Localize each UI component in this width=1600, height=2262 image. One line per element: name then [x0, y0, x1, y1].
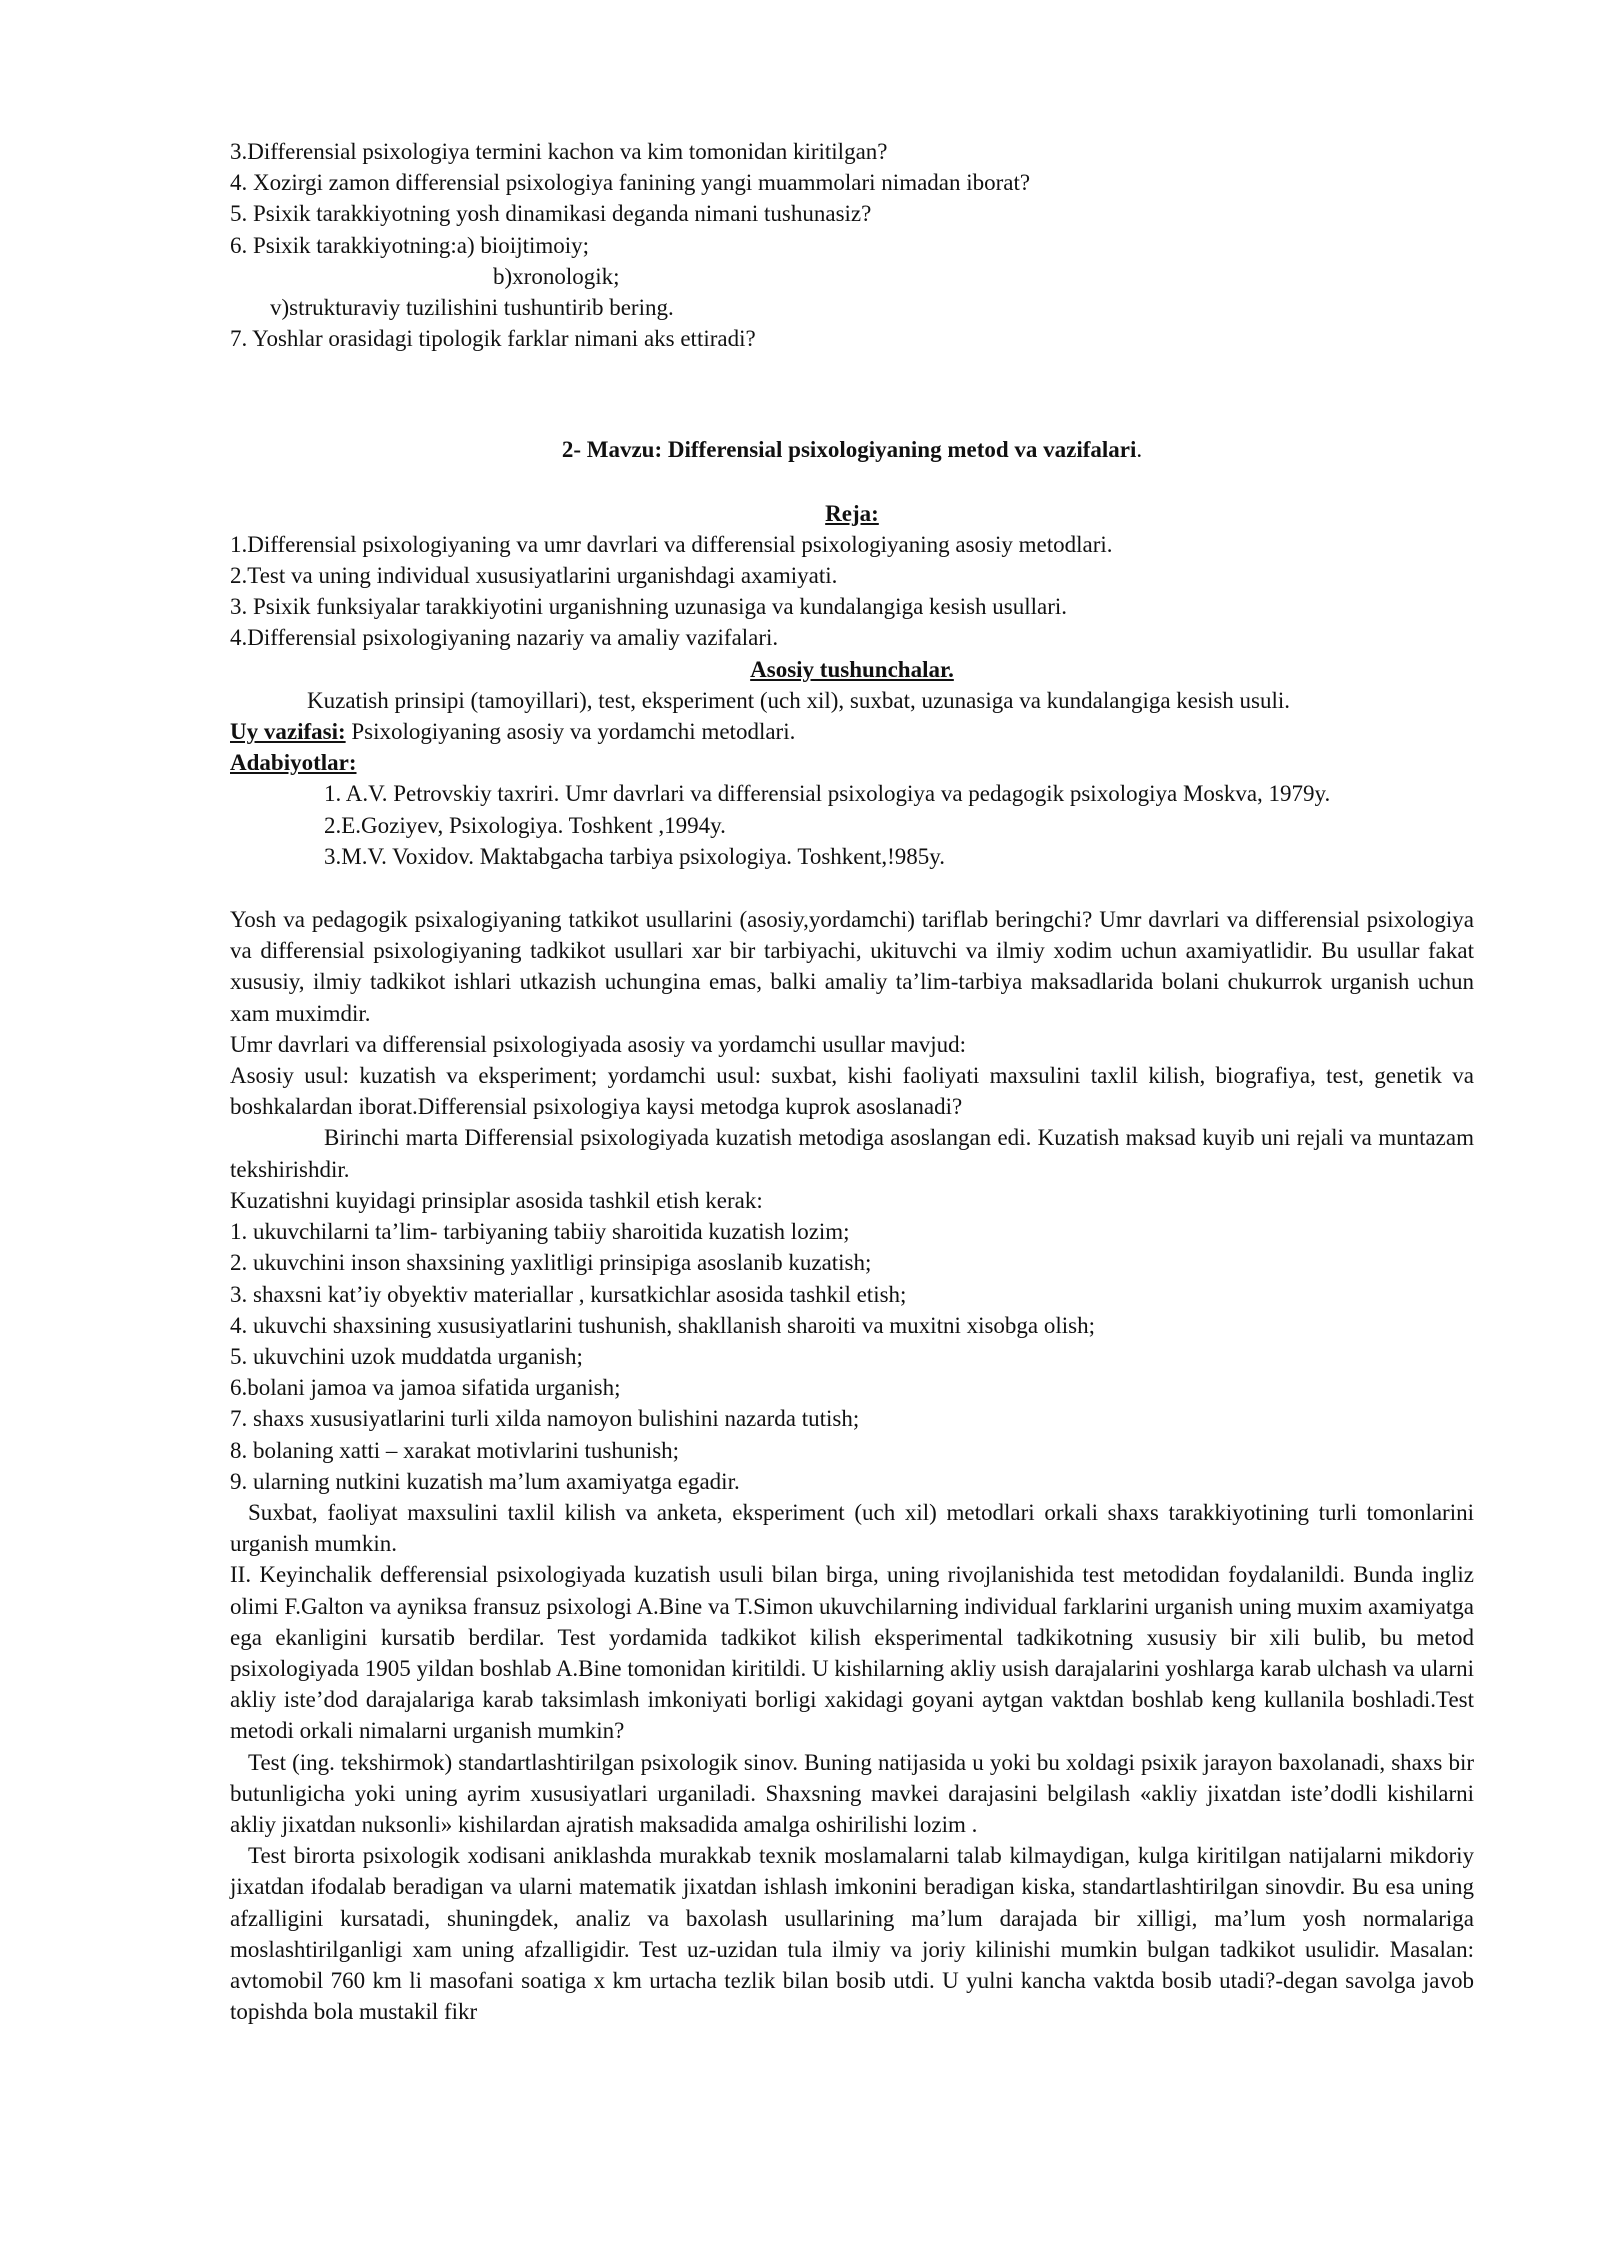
literature-item-2: 2.E.Goziyev, Psixologiya. Toshkent ,1994y.	[324, 812, 726, 838]
principle-9: 9. ularning nutkini kuzatish ma’lum axamiyatga egadir.	[230, 1468, 740, 1494]
principle-4: 4. ukuvchi shaxsining xususiyatlarini tushunish, shakllanish sharoiti va muxitni xisobga olish;	[230, 1312, 1096, 1338]
question-6: 6. Psixik tarakkiyotning:a) bioijtimoiy;	[230, 232, 590, 258]
literature-heading: Adabiyotlar:	[230, 750, 357, 776]
body-paragraph-5: Kuzatishni kuyidagi prinsiplar asosida tashkil etish kerak:	[230, 1187, 763, 1213]
homework-label: Uy vazifasi:	[230, 719, 346, 745]
plan-item-1: 1.Differensial psixologiyaning va umr davrlari va differensial psixologiyaning asosiy metodlari.	[230, 531, 1113, 557]
body-paragraph-4: Birinchi marta Differensial psixologiyada kuzatish metodiga asoslangan edi. Kuzatish maksad kuyib uni rejali va muntazam tekshirishdir.	[230, 1125, 1474, 1182]
plan-heading: Reja:	[825, 500, 879, 526]
homework	[230, 716, 1474, 747]
body-paragraph-8: Test (ing. tekshirmok) standartlashtirilgan psixologik sinov. Buning natijasida u yoki bu xoldagi psixik jarayon baxolanadi, shaxs bir butunligicha yoki uning ayrim xususiyatlari urganiladi. Shaxsning mavkei darajasini belgilash «akliy jixatdan iste’dodli kishilarni akliy jixatdan nuksonli» kishilardan ajratish maksadida amalga oshirilishi lozim .	[230, 1749, 1474, 1837]
principle-7: 7. shaxs xususiyatlarini turli xilda namoyon bulishini nazarda tutish;	[230, 1406, 860, 1432]
principle-2: 2. ukuvchini inson shaxsining yaxlitligi prinsipiga asoslanib kuzatish;	[230, 1250, 872, 1276]
concepts-heading: Asosiy tushunchalar.	[750, 656, 954, 682]
question-4: 4. Xozirgi zamon differensial psixologiya fanining yangi muammolari nimadan iborat?	[230, 170, 1031, 196]
question-5: 5. Psixik tarakkiyotning yosh dinamikasi deganda nimani tushunasiz?	[230, 201, 872, 227]
principle-1: 1. ukuvchilarni ta’lim- tarbiyaning tabiiy sharoitida kuzatish lozim;	[230, 1219, 850, 1245]
plan-item-3: 3. Psixik funksiyalar tarakkiyotini urganishning uzunasiga va kundalangiga kesish usullari.	[230, 594, 1068, 620]
plan-item-2: 2.Test va uning individual xususiyatlarini urganishdagi axamiyati.	[230, 563, 838, 589]
body-paragraph-7: II. Keyinchalik defferensial psixologiyada kuzatish usuli bilan birga, uning rivojlanishida test metodidan foydalanildi. Bunda ingliz olimi F.Galton va ayniksa fransuz psixologi A.Bine va T.Simon ukuvchilarning individual farklarini urganish uning muxim axamiyatga ega ekanligini kursatib berdilar. Test yordamida tadkikot kilish eksperimental tadkikotning xususiy bir xili bulib, bu metod psixologiyada 1905 yildan boshlab A.Bine tomonidan kiritildi. U kishilarning akliy usish darajalarini yoshlarga karab ulchash va ularni akliy iste’dod darajalariga karab taksimlash imkoniyati borligi xakidagi goyani aytgan vaktdan boshlab keng kullanila boshladi.Test metodi orkali nimalarni urganish mumkin?	[230, 1562, 1474, 1744]
question-6-b: b)xronologik;	[493, 263, 620, 289]
topic-title: 2- Mavzu: Differensial psixologiyaning metod va vazifalari	[561, 437, 1137, 463]
plan-item-4: 4.Differensial psixologiyaning nazariy va amaliy vazifalari.	[230, 625, 779, 651]
literature-item-3: 3.M.V. Voxidov. Maktabgacha tarbiya psixologiya. Toshkent,!985y.	[324, 843, 946, 869]
body-paragraph-6: Suxbat, faoliyat maxsulini taxlil kilish va anketa, eksperiment (uch xil) metodlari orkali shaxs tarakkiyotining turli tomonlarini urganish mumkin.	[230, 1499, 1474, 1557]
document-page	[230, 136, 1474, 2027]
body-paragraph-9: Test birorta psixologik xodisani aniklashda murakkab texnik moslamalarni talab kilmaydigan, kulga kiritilgan natijalarni mikdoriy jixatdan ifodalab beradigan va ularni matematik jixatdan ishlash imkonini beradigan kiska, standartlashtirilgan sinovdir. Bu esa uning afzalligini kursatadi, shuningdek, analiz va baxolash usullarining ma’lum darajada bir xilligi, ma’lum yosh normalariga moslashtirilganligi xam uning afzalligidir. Test uz-uzidan tula ilmiy va joriy kilinishi mumkin bulgan tadkikot usulidir. Masalan: avtomobil 760 km li masofani soatiga x km urtacha tezlik bilan bosib utdi. U yulni kancha vaktda bosib utadi?-degan savolga javob topishda bola mustakil fikr	[230, 1843, 1474, 2025]
question-6-v: v)strukturaviy tuzilishini tushuntirib bering.	[270, 295, 674, 321]
body-paragraph-2: Umr davrlari va differensial psixologiyada asosiy va yordamchi usullar mavjud:	[230, 1031, 967, 1057]
principle-8: 8. bolaning xatti – xarakat motivlarini tushunish;	[230, 1437, 680, 1463]
principle-6: 6.bolani jamoa va jamoa sifatida urganish;	[230, 1375, 621, 1401]
homework-text: Psixologiyaning asosiy va yordamchi metodlari.	[345, 719, 796, 745]
question-7: 7. Yoshlar orasidagi tipologik farklar nimani aks ettiradi?	[230, 326, 756, 352]
concepts-text: Kuzatish prinsipi (tamoyillari), test, eksperiment (uch xil), suxbat, uzunasiga va kundalangiga kesish usuli.	[307, 687, 1291, 713]
question-3: 3.Differensial psixologiya termini kachon va kim tomonidan kiritilgan?	[230, 139, 888, 164]
literature-item-1: 1. A.V. Petrovskiy taxriri. Umr davrlari va differensial psixologiya va pedagogik psixologiya Moskva, 1979y.	[324, 781, 1331, 807]
principle-3: 3. shaxsni kat’iy obyektiv materiallar , kursatkichlar asosida tashkil etish;	[230, 1281, 907, 1307]
body-paragraph-1: Yosh va pedagogik psixalogiyaning tatkikot usullarini (asosiy,yordamchi) tariflab beringchi? Umr davrlari va differensial psixologiya va differensial psixologiyaning tadkikot usullari xar bir tarbiyachi, ukituvchi va ilmiy xodim uchun axamiyatlidir. Bu usullar fakat xususiy, ilmiy tadkikot ishlari utkazish uchungina emas, balki amaliy ta’lim-tarbiya maksadlarida bolani chukurrok urganish uchun xam muximdir.	[230, 907, 1474, 1026]
topic-title-end: .	[1136, 437, 1143, 463]
topic-heading	[230, 434, 1474, 465]
body-paragraph-3: Asosiy usul: kuzatish va eksperiment; yordamchi usul: suxbat, kishi faoliyati maxsulini taxlil kilish, biografiya, test, genetik va boshkalardan iborat.Differensial psixologiya kaysi metodga kuprok asoslanadi?	[230, 1063, 1474, 1120]
principle-5: 5. ukuvchini uzok muddatda urganish;	[230, 1343, 583, 1369]
